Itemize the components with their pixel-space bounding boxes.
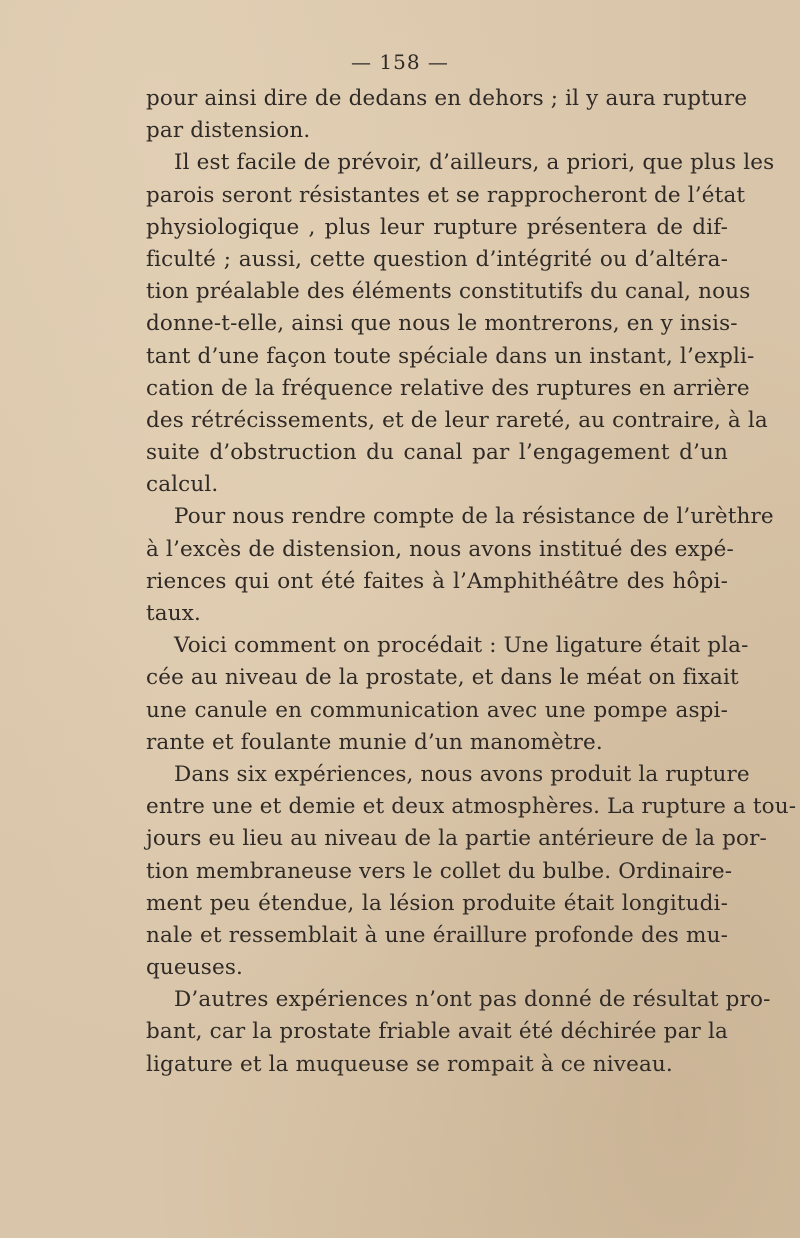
- text-line: une canule en communication avec une pompe aspi-: [146, 697, 728, 723]
- text-line: physiologique , plus leur rupture présentera de dif-: [146, 214, 728, 240]
- text-line: suite d’obstruction du canal par l’engagement d’un: [146, 440, 728, 466]
- text-line: ficulté ; aussi, cette question d’intégrité ou d’altéra-: [146, 246, 728, 272]
- text-line: Voici comment on procédait : Une ligature était pla-: [174, 633, 749, 659]
- text-line: bant, car la prostate friable avait été déchirée par la: [146, 1019, 728, 1045]
- text-line: donne-t-elle, ainsi que nous le montrerons, en y insis-: [146, 311, 738, 337]
- text-line: entre une et demie et deux atmosphères. La rupture a tou-: [146, 794, 797, 820]
- text-line: pour ainsi dire de dedans en dehors ; il y aura rupture: [146, 86, 748, 111]
- text-line: Pour nous rendre compte de la résistance de l’urèthre: [174, 504, 774, 530]
- text-line: jours eu lieu au niveau de la partie antérieure de la por-: [146, 826, 767, 852]
- text-line: nale et ressemblait à une éraillure profonde des mu-: [146, 922, 728, 948]
- body-text: [146, 83, 797, 1081]
- text-line: calcul.: [146, 472, 219, 498]
- text-line: taux.: [146, 601, 202, 626]
- text-line: rante et foulante munie d’un manomètre.: [146, 729, 603, 755]
- text-line: tant d’une façon toute spéciale dans un instant, l’expli-: [146, 343, 755, 369]
- text-line: à l’excès de distension, nous avons institué des expé-: [146, 536, 734, 562]
- text-line: Dans six expériences, nous avons produit la rupture: [174, 761, 750, 787]
- text-line: des rétrécissements, et de leur rareté, au contraire, à la: [146, 407, 768, 433]
- text-line: riences qui ont été faites à l’Amphithéâtre des hôpi-: [146, 568, 728, 594]
- text-line: tion préalable des éléments constitutifs du canal, nous: [146, 279, 751, 305]
- text-line: cée au niveau de la prostate, et dans le méat on fixait: [146, 665, 739, 691]
- page-number: — 158 —: [351, 50, 449, 74]
- text-line: parois seront résistantes et se rapprocheront de l’état: [146, 182, 746, 208]
- text-line: ligature et la muqueuse se rompait à ce niveau.: [146, 1051, 673, 1077]
- text-line: tion membraneuse vers le collet du bulbe. Ordinaire-: [146, 858, 733, 884]
- text-line: Il est facile de prévoir, d’ailleurs, a priori, que plus les: [174, 150, 775, 176]
- text-line: D’autres expériences n’ont pas donné de résultat pro-: [174, 987, 771, 1013]
- text-line: cation de la fréquence relative des ruptures en arrière: [146, 375, 750, 401]
- text-line: par distension.: [146, 118, 311, 144]
- text-line: queuses.: [146, 955, 244, 981]
- text-line: ment peu étendue, la lésion produite était longitudi-: [146, 890, 728, 916]
